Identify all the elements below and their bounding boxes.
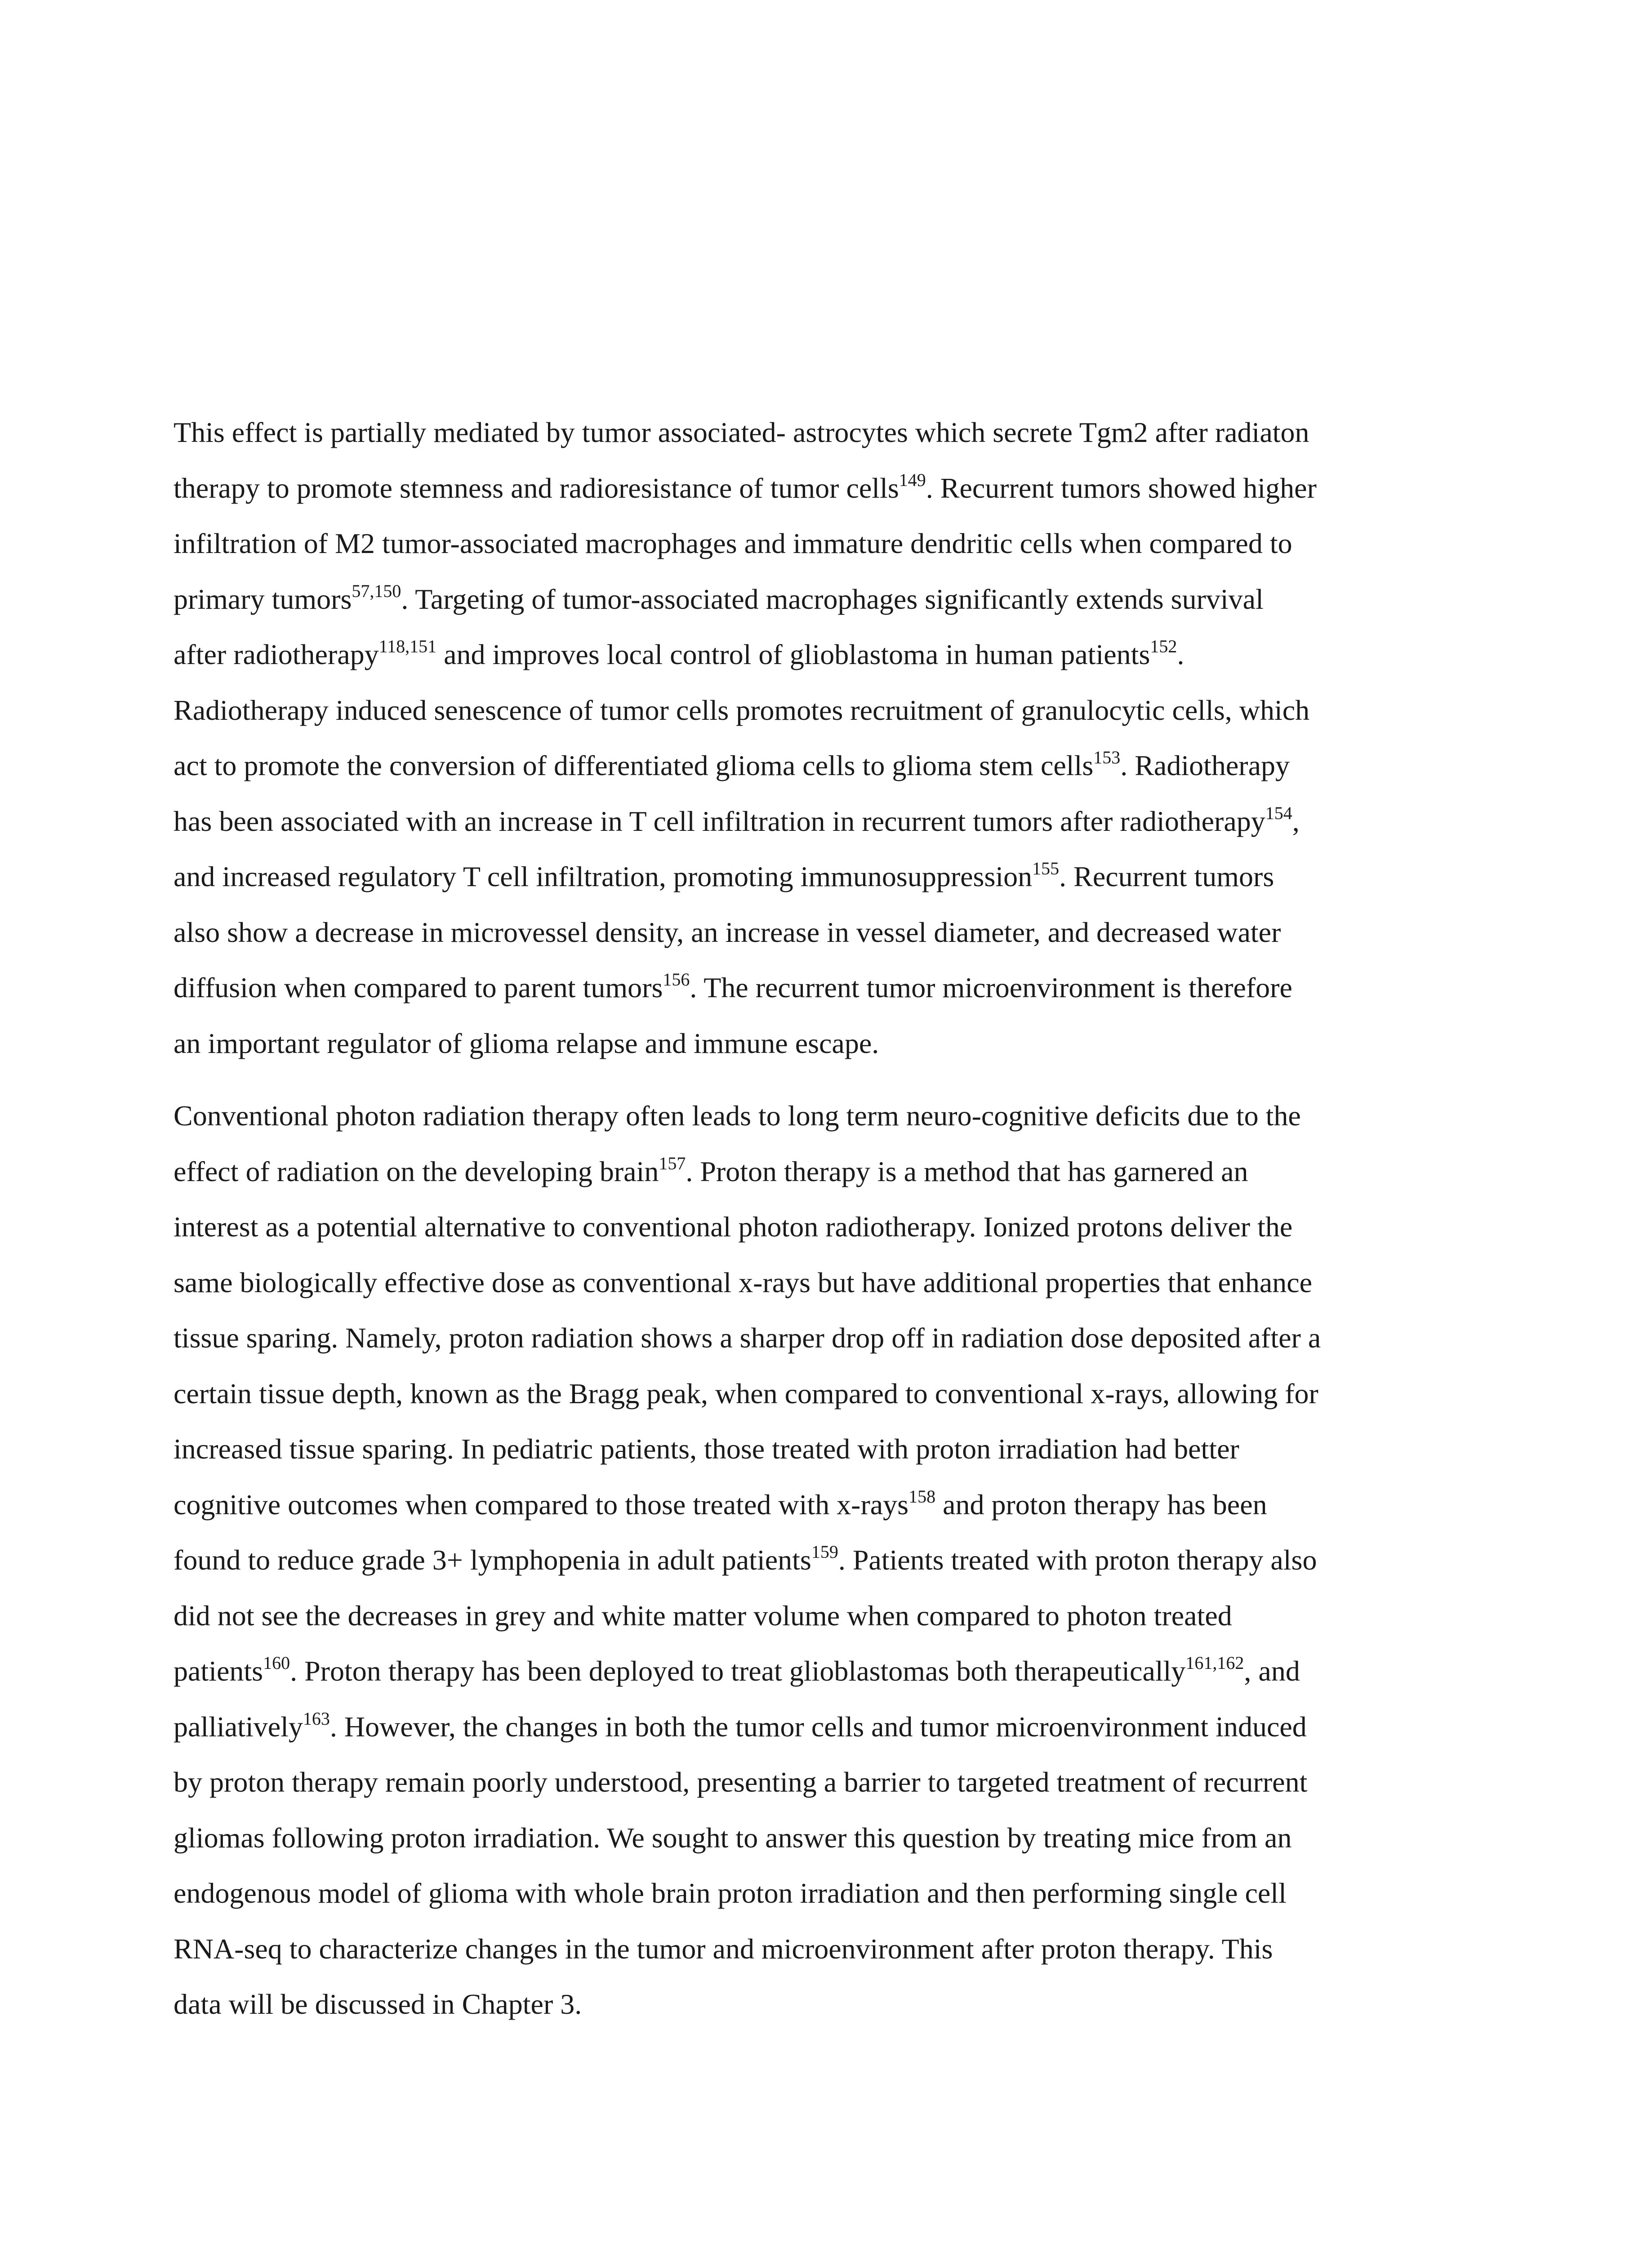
text-line: after radiotherapy	[174, 638, 379, 670]
text-line: Conventional photon radiation therapy often leads to long term neuro-cognitive deficits due to the	[174, 1100, 1301, 1132]
citation: 149	[899, 469, 926, 490]
citation: 154	[1265, 803, 1292, 823]
text-line: same biologically effective dose as conventional x-rays but have additional properties that enhance	[174, 1266, 1313, 1298]
citation: 57,150	[352, 580, 401, 601]
citation: 152	[1150, 636, 1177, 656]
citation: 157	[659, 1153, 686, 1173]
citation: 160	[263, 1653, 290, 1673]
text-line: . Recurrent tumors	[1059, 861, 1274, 892]
text-line: . Proton therapy is a method that has garnered an	[686, 1155, 1248, 1187]
text-line: increased tissue sparing. In pediatric patients, those treated with proton irradiation had better	[174, 1433, 1239, 1465]
citation: 156	[663, 969, 690, 990]
text-line: endogenous model of glioma with whole brain proton irradiation and then performing single cell	[174, 1877, 1287, 1909]
citation: 158	[908, 1486, 936, 1507]
text-line: effect of radiation on the developing brain	[174, 1155, 659, 1187]
citation: 163	[303, 1708, 330, 1729]
text-line: palliatively	[174, 1710, 303, 1743]
text-line: has been associated with an increase in T cell infiltration in recurrent tumors after radiotherapy	[174, 805, 1265, 837]
text-line: data will be discussed in Chapter 3.	[174, 1988, 582, 2020]
text-line: RNA-seq to characterize changes in the tumor and microenvironment after proton therapy. This	[174, 1932, 1273, 1965]
text-line: . Proton therapy has been deployed to treat glioblastomas both therapeutically	[290, 1655, 1186, 1687]
text-line: diffusion when compared to parent tumors	[174, 972, 663, 1004]
text-line: and improves local control of glioblastoma in human patients	[436, 638, 1150, 670]
text-line: did not see the decreases in grey and white matter volume when compared to photon treated	[174, 1599, 1232, 1632]
text-line: act to promote the conversion of differentiated glioma cells to glioma stem cells	[174, 749, 1094, 781]
citation: 118,151	[378, 636, 437, 656]
text-line: . Patients treated with proton therapy also	[838, 1544, 1317, 1576]
text-line: . Targeting of tumor-associated macrophages significantly extends survival	[401, 583, 1264, 615]
paragraph-2	[174, 1088, 1504, 2032]
text-line: This effect is partially mediated by tumor associated- astrocytes which secrete Tgm2 after radiaton	[174, 416, 1309, 448]
text-line: . The recurrent tumor microenvironment is therefore	[690, 972, 1292, 1004]
text-line: patients	[174, 1655, 263, 1687]
text-line: , and	[1244, 1655, 1300, 1687]
text-line: . Radiotherapy	[1120, 749, 1290, 781]
citation: 161,162	[1185, 1653, 1244, 1673]
text-line: interest as a potential alternative to conventional photon radiotherapy. Ionized protons deliver the	[174, 1211, 1293, 1243]
text-line: therapy to promote stemness and radioresistance of tumor cells	[174, 472, 899, 504]
text-line: primary tumors	[174, 583, 352, 615]
text-line: gliomas following proton irradiation. We sought to answer this question by treating mice from an	[174, 1821, 1292, 1854]
text-line: and increased regulatory T cell infiltration, promoting immunosuppression	[174, 861, 1033, 892]
text-line: cognitive outcomes when compared to those treated with x-rays	[174, 1488, 909, 1521]
body-text	[174, 405, 1504, 2032]
text-line: Radiotherapy induced senescence of tumor cells promotes recruitment of granulocytic cells, which	[174, 694, 1310, 726]
citation: 159	[811, 1542, 838, 1562]
text-line: infiltration of M2 tumor-associated macrophages and immature dendritic cells when compared to	[174, 527, 1292, 559]
citation: 155	[1032, 858, 1060, 879]
text-line: also show a decrease in microvessel density, an increase in vessel diameter, and decreased water	[174, 916, 1281, 948]
text-line: . Recurrent tumors showed higher	[926, 472, 1317, 504]
text-line: certain tissue depth, known as the Bragg peak, when compared to conventional x-rays, allowing for	[174, 1377, 1318, 1409]
text-line: found to reduce grade 3+ lymphopenia in adult patients	[174, 1544, 811, 1576]
text-line: and proton therapy has been	[935, 1488, 1267, 1521]
text-line: an important regulator of glioma relapse and immune escape.	[174, 1027, 879, 1059]
text-line: . However, the changes in both the tumor cells and tumor microenvironment induced	[330, 1710, 1307, 1743]
text-line: ,	[1292, 805, 1300, 837]
text-line: by proton therapy remain poorly understood, presenting a barrier to targeted treatment of recurrent	[174, 1766, 1308, 1798]
citation: 153	[1093, 747, 1121, 767]
text-line: .	[1177, 638, 1184, 670]
paragraph-1	[174, 405, 1504, 1071]
text-line: tissue sparing. Namely, proton radiation shows a sharper drop off in radiation dose deposited after a	[174, 1322, 1321, 1354]
